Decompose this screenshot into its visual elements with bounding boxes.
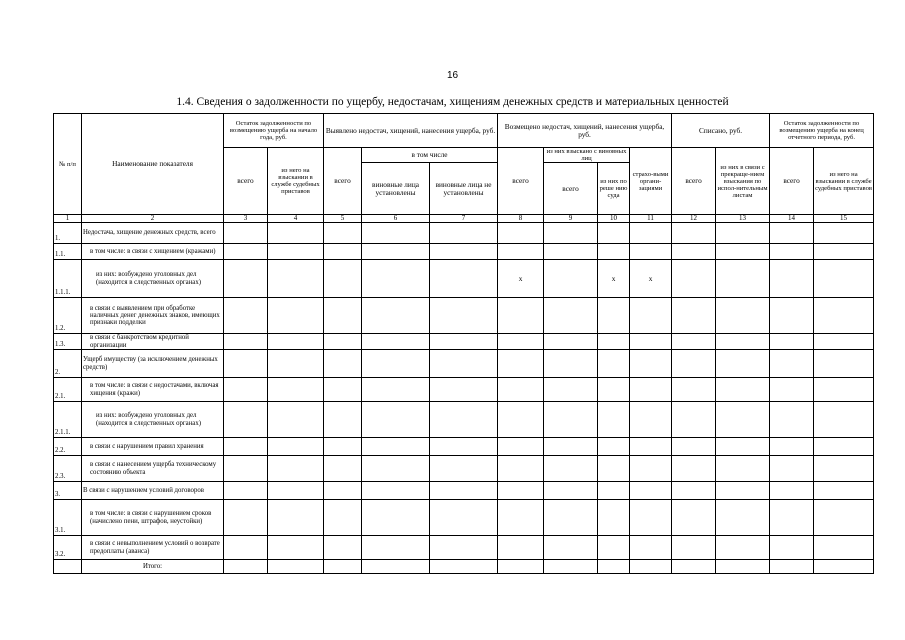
table-cell [324, 402, 362, 438]
table-cell [498, 298, 544, 334]
column-number: 5 [324, 215, 362, 223]
table-cell [430, 536, 498, 560]
table-cell [498, 350, 544, 378]
table-row [54, 500, 874, 536]
table-cell [672, 334, 716, 350]
table-cell [224, 244, 268, 260]
table-cell [498, 560, 544, 574]
table-cell [770, 560, 814, 574]
table-cell [672, 350, 716, 378]
table-cell [770, 260, 814, 298]
table-cell [324, 560, 362, 574]
table-cell [498, 500, 544, 536]
table-cell [498, 378, 544, 402]
column-number: 14 [770, 215, 814, 223]
table-cell [716, 402, 770, 438]
header-opening-bailiffs: из него на взыскании в службе судебных приставов [268, 148, 324, 215]
table-cell [716, 500, 770, 536]
table-cell [544, 298, 598, 334]
table-cell [598, 560, 630, 574]
table-cell [268, 223, 324, 244]
table-cell [598, 500, 630, 536]
table-cell [630, 244, 672, 260]
column-number: 10 [598, 215, 630, 223]
table-cell [430, 223, 498, 244]
table-cell [544, 536, 598, 560]
table-cell [672, 482, 716, 500]
table-cell [716, 298, 770, 334]
table-cell [324, 298, 362, 334]
column-number: 3 [224, 215, 268, 223]
table-row [54, 260, 874, 298]
row-number: 2.3. [54, 456, 82, 482]
table-cell [716, 536, 770, 560]
document-title: 1.4. Сведения о задолженности по ущербу, недостачам, хищениям денежных средств и материальных ценностей [176, 96, 729, 108]
table-cell [770, 482, 814, 500]
table-cell [814, 334, 874, 350]
column-number: 13 [716, 215, 770, 223]
table-cell [544, 482, 598, 500]
table-cell [716, 244, 770, 260]
table-cell [430, 350, 498, 378]
table-cell [498, 456, 544, 482]
header-identified: Выявлено недостач, хищений, нанесения ущерба, руб. [324, 114, 498, 148]
table-cell [672, 456, 716, 482]
header-culprits-known: виновные лица установлены [362, 163, 430, 215]
row-number: 1.3. [54, 334, 82, 350]
row-name: Недостача, хищение денежных средств, всего [82, 223, 224, 244]
table-cell [224, 350, 268, 378]
header-by-court: из них по реше нию суда [598, 163, 630, 215]
table-body [54, 223, 874, 574]
table-cell [324, 482, 362, 500]
table-row [54, 456, 874, 482]
column-number: 15 [814, 215, 874, 223]
table-cell [770, 298, 814, 334]
table-cell [814, 378, 874, 402]
table-cell [498, 482, 544, 500]
table-cell [544, 438, 598, 456]
table-cell [716, 456, 770, 482]
row-name: в связи с нанесением ущерба техническому состоянию объекта [82, 456, 224, 482]
total-row [54, 560, 874, 574]
table-cell [268, 244, 324, 260]
table-cell [630, 350, 672, 378]
table-cell [544, 378, 598, 402]
table-cell [672, 298, 716, 334]
table-cell [630, 560, 672, 574]
table-cell [362, 456, 430, 482]
table-cell [224, 438, 268, 456]
column-number: 12 [672, 215, 716, 223]
table-cell [716, 438, 770, 456]
table-cell [430, 500, 498, 536]
table-row [54, 334, 874, 350]
table-cell [544, 500, 598, 536]
table-row [54, 244, 874, 260]
table-cell [814, 536, 874, 560]
table-cell [362, 482, 430, 500]
table-cell [770, 500, 814, 536]
table-cell [544, 456, 598, 482]
table-cell [324, 244, 362, 260]
row-number: 3. [54, 482, 82, 500]
table-cell [268, 560, 324, 574]
table-cell [498, 334, 544, 350]
report-table [53, 113, 874, 574]
table-cell [362, 244, 430, 260]
table-row [54, 438, 874, 456]
table-cell [770, 334, 814, 350]
column-number: 11 [630, 215, 672, 223]
table-cell [362, 500, 430, 536]
table-cell [324, 378, 362, 402]
table-cell [814, 350, 874, 378]
row-number: 3.2. [54, 536, 82, 560]
row-name: В связи с нарушением условий договоров [82, 482, 224, 500]
table-cell [362, 378, 430, 402]
table-cell [430, 482, 498, 500]
header-closing-total: всего [770, 148, 814, 215]
column-number: 7 [430, 215, 498, 223]
table-cell [498, 244, 544, 260]
table-row [54, 223, 874, 244]
table-cell [362, 260, 430, 298]
table-cell [630, 298, 672, 334]
table-cell [498, 438, 544, 456]
header-written-off: Списано, руб. [672, 114, 770, 148]
cell-x-mark: x [630, 260, 672, 298]
table-cell [430, 260, 498, 298]
row-number: 1.1. [54, 244, 82, 260]
table-row [54, 536, 874, 560]
table-cell [598, 482, 630, 500]
row-number: 1.2. [54, 298, 82, 334]
table-row [54, 378, 874, 402]
table-cell [324, 350, 362, 378]
table-cell [598, 378, 630, 402]
table-cell [268, 350, 324, 378]
row-number [54, 560, 82, 574]
row-number: 2.2. [54, 438, 82, 456]
table-cell [630, 438, 672, 456]
table-cell [362, 560, 430, 574]
total-label: Итого: [82, 560, 224, 574]
table-cell [430, 378, 498, 402]
table-cell [814, 500, 874, 536]
table-cell [672, 560, 716, 574]
table-cell [430, 244, 498, 260]
header-insurance: страхо-выми органи-зациями [630, 148, 672, 215]
table-cell [630, 378, 672, 402]
row-number: 3.1. [54, 500, 82, 536]
table-cell [224, 378, 268, 402]
header-opening-total: всего [224, 148, 268, 215]
table-cell [630, 536, 672, 560]
table-cell [770, 456, 814, 482]
header-identified-incl: в том числе [362, 148, 498, 163]
table-cell [268, 536, 324, 560]
table-cell [224, 500, 268, 536]
table-cell [498, 536, 544, 560]
table-cell [224, 402, 268, 438]
table-cell [544, 402, 598, 438]
column-number: 6 [362, 215, 430, 223]
row-name: в связи с нарушением правил хранения [82, 438, 224, 456]
table-cell [224, 260, 268, 298]
table-cell [716, 350, 770, 378]
table-cell [430, 560, 498, 574]
table-cell [268, 456, 324, 482]
table-cell [672, 244, 716, 260]
table-row [54, 402, 874, 438]
table-cell [598, 402, 630, 438]
table-cell [716, 260, 770, 298]
table-cell [630, 223, 672, 244]
table-cell [544, 244, 598, 260]
table-cell [672, 378, 716, 402]
table-cell [672, 500, 716, 536]
row-name: в том числе: в связи с недостачами, включая хищения (кражи) [82, 378, 224, 402]
table-cell [362, 438, 430, 456]
row-number: 2. [54, 350, 82, 378]
table-cell [362, 223, 430, 244]
table-cell [268, 334, 324, 350]
table-cell [716, 482, 770, 500]
column-number: 9 [544, 215, 598, 223]
table-cell [630, 500, 672, 536]
table-cell [268, 298, 324, 334]
table-cell [224, 536, 268, 560]
table-cell [362, 298, 430, 334]
table-cell [268, 402, 324, 438]
table-cell [362, 402, 430, 438]
header-name: Наименование показателя [82, 114, 224, 215]
row-number: 2.1. [54, 378, 82, 402]
cell-x-mark: x [498, 260, 544, 298]
row-number: 2.1.1. [54, 402, 82, 438]
table-cell [630, 402, 672, 438]
table-cell [544, 560, 598, 574]
row-name: в связи с невыполнением условий о возврате предоплаты (аванса) [82, 536, 224, 560]
table-cell [814, 438, 874, 456]
table-cell [430, 334, 498, 350]
table-cell [672, 223, 716, 244]
table-cell [716, 560, 770, 574]
table-cell [430, 438, 498, 456]
table-cell [716, 334, 770, 350]
column-number: 4 [268, 215, 324, 223]
table-cell [598, 223, 630, 244]
table-cell [498, 402, 544, 438]
table-cell [630, 334, 672, 350]
header-no: № п/п [54, 114, 82, 215]
table-cell [814, 402, 874, 438]
table-cell [224, 223, 268, 244]
table-cell [362, 350, 430, 378]
table-cell [770, 402, 814, 438]
header-closing-balance: Остаток задолженности по возмещению ущерба на конец отчетного периода, руб. [770, 114, 874, 148]
table-cell [430, 456, 498, 482]
table-cell [544, 223, 598, 244]
table-row [54, 350, 874, 378]
table-cell [598, 536, 630, 560]
column-number: 1 [54, 215, 82, 223]
table-cell [814, 260, 874, 298]
table-cell [268, 438, 324, 456]
table-cell [324, 456, 362, 482]
table-cell [770, 438, 814, 456]
table-cell [598, 298, 630, 334]
table-cell [430, 298, 498, 334]
row-name: в том числе: в связи с нарушением сроков (начислено пени, штрафов, неустойки) [82, 500, 224, 536]
table-cell [672, 438, 716, 456]
table-cell [814, 223, 874, 244]
table-cell [630, 482, 672, 500]
header-culprits-unknown: виновные лица не установлены [430, 163, 498, 215]
table-cell [598, 350, 630, 378]
table-cell [544, 350, 598, 378]
table-cell [224, 560, 268, 574]
table-cell [324, 223, 362, 244]
table-cell [544, 260, 598, 298]
table-cell [324, 438, 362, 456]
table-cell [224, 456, 268, 482]
table-cell [224, 298, 268, 334]
table-cell [672, 536, 716, 560]
table-cell [362, 334, 430, 350]
table-cell [672, 402, 716, 438]
table-cell [224, 482, 268, 500]
table-cell [362, 536, 430, 560]
table-cell [814, 482, 874, 500]
table-cell [324, 536, 362, 560]
header-compensated-total: всего [498, 148, 544, 215]
table-row [54, 298, 874, 334]
row-name: в связи с выявлением при обработке наличных денег денежных знаков, имеющих признаки подделки [82, 298, 224, 334]
header-closing-bailiffs: из него на взыскании в службе судебных приставов [814, 148, 874, 215]
table-cell [672, 260, 716, 298]
row-name: в том числе: в связи с хищением (кражами) [82, 244, 224, 260]
table-cell [324, 334, 362, 350]
table-cell [324, 500, 362, 536]
table-cell [770, 536, 814, 560]
table-row [54, 482, 874, 500]
table-cell [498, 223, 544, 244]
row-number: 1.1.1. [54, 260, 82, 298]
table-cell [598, 438, 630, 456]
column-number: 2 [82, 215, 224, 223]
table-cell [430, 402, 498, 438]
page-number: 16 [446, 70, 459, 81]
header-opening-balance: Остаток задолженности по возмещению ущерба на начало года, руб. [224, 114, 324, 148]
table-cell [268, 482, 324, 500]
row-name: из них: возбуждено уголовных дел (находится в следственных органах) [82, 260, 224, 298]
table-cell [598, 244, 630, 260]
column-number: 8 [498, 215, 544, 223]
header-compensated: Возмещено недостач, хищений, нанесения ущерба, руб. [498, 114, 672, 148]
table-cell [770, 350, 814, 378]
table-cell [268, 500, 324, 536]
table-cell [716, 378, 770, 402]
table-cell [770, 378, 814, 402]
header-from-culprits-total: всего [544, 163, 598, 215]
table-cell [598, 456, 630, 482]
table-cell [630, 456, 672, 482]
table-cell [544, 334, 598, 350]
row-name: в связи с банкротством кредитной организации [82, 334, 224, 350]
cell-x-mark: x [598, 260, 630, 298]
table-cell [268, 378, 324, 402]
table-cell [598, 334, 630, 350]
table-cell [268, 260, 324, 298]
table-cell [716, 223, 770, 244]
header-writtenoff-total: всего [672, 148, 716, 215]
table-cell [770, 223, 814, 244]
header-terminated: из них в связи с прекраще-нием взыскания по испол-нительным листам [716, 148, 770, 215]
row-number: 1. [54, 223, 82, 244]
header-from-culprits: из них взыскано с виновных лиц [544, 148, 630, 163]
row-name: из них: возбуждено уголовных дел (находится в следственных органах) [82, 402, 224, 438]
row-name: Ущерб имуществу (за исключением денежных средств) [82, 350, 224, 378]
header-identified-total: всего [324, 148, 362, 215]
table-cell [324, 260, 362, 298]
table-cell [814, 560, 874, 574]
table-cell [814, 244, 874, 260]
table-cell [814, 298, 874, 334]
table-cell [770, 244, 814, 260]
table-cell [224, 334, 268, 350]
table-cell [814, 456, 874, 482]
